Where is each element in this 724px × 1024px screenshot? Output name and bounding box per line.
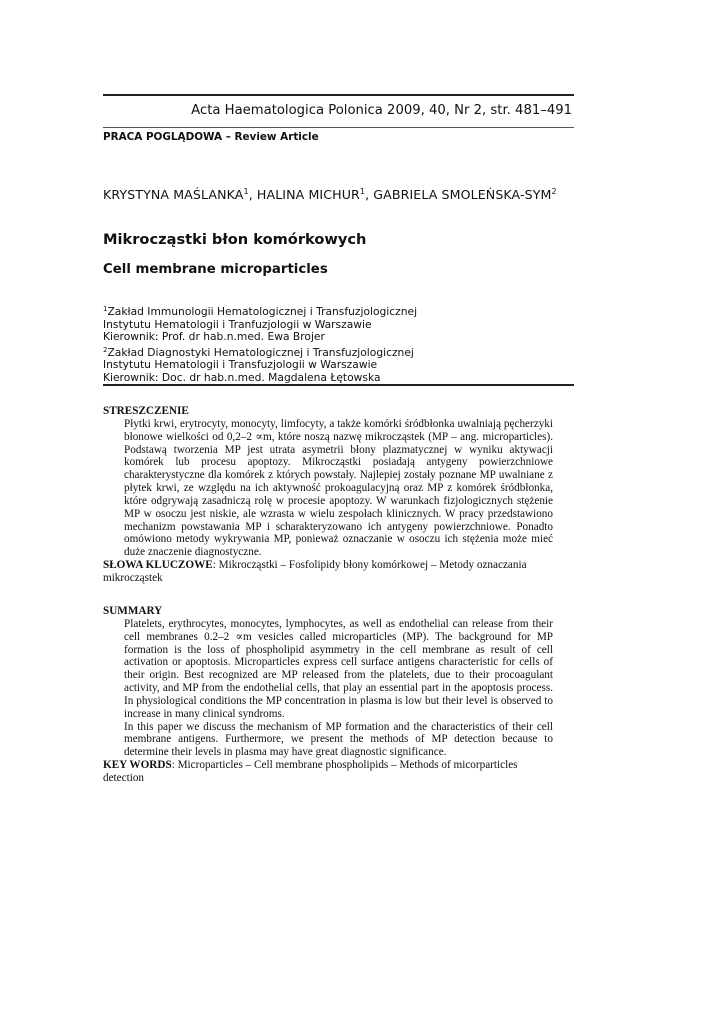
affiliation-mark: 2	[103, 345, 108, 354]
author-name: GABRIELA SMOLEŃSKA-SYM	[373, 187, 552, 202]
abstract-english-heading: SUMMARY	[103, 605, 163, 617]
keywords-polish	[103, 559, 553, 585]
keywords-polish-text: : Mikrocząstki – Fosfolipidy błony komórkowej – Metody oznaczania mikrocząstek	[103, 559, 527, 584]
abstract-polish-heading: STRESZCZENIE	[103, 405, 189, 417]
title-english: Cell membrane microparticles	[103, 262, 328, 277]
affiliation-line: Instytutu Hematologii i Tranfuzjologii w Warszawie	[103, 317, 372, 331]
keywords-english-label: KEY WORDS	[103, 759, 172, 772]
author-affiliation-mark: 1	[359, 187, 366, 196]
top-rule	[103, 94, 574, 96]
author-name: KRYSTYNA MAŚLANKA	[103, 187, 244, 202]
journal-citation: Acta Haematologica Polonica 2009, 40, Nr 2, str. 481–491	[191, 103, 572, 118]
affiliation-line: Kierownik: Doc. dr hab.n.med. Magdalena Łętowska	[103, 370, 381, 384]
affiliation-mark: 1	[103, 305, 108, 313]
affiliations	[103, 303, 417, 385]
affiliation-line: $^1$Zakład Immunologii Hematologicznej i Transfuzjologicznej	[103, 305, 418, 318]
author-separator: ,	[248, 187, 257, 202]
author-affiliation-mark: 1	[243, 187, 249, 196]
author-list	[103, 187, 557, 202]
author-name: HALINA MICHUR	[256, 187, 360, 202]
affiliation-line: Instytutu Hematologii i Transfuzjologii w Warszawie	[103, 358, 378, 372]
title-polish: Mikrocząstki błon komórkowych	[103, 231, 367, 248]
author-affiliation-mark: 2	[551, 187, 557, 196]
author-separator: ,	[365, 187, 374, 202]
affiliation-line: $^2$Zakład Diagnostyki Hematologicznej i Transfuzjologicznej	[103, 345, 414, 359]
abstract-polish	[103, 405, 553, 585]
abstract-polish-text: Płytki krwi, erytrocyty, monocyty, limfocyty, a także komórki śródbłonka uwalniają pęcherzyki błonowe wielkości od 0,2–2 ∝m, które noszą nazwę mikrocząstek (MP – ang. microparticles). Podstawą tworzenia MP jest utrata asymetrii błony plazmatycznej w wyniku aktywacji komórek lub procesu apoptozy. Mikrocząstki posiadają antygeny powierzchniowe charakterystyczne dla komórek z których powstały. Najlepiej zostały poznane MP uwalniane z płytek krwi, ze względu na ich aktywność prokoagulacyjną oraz MP z komórek śródbłonka, które odgrywają zasadniczą rolę w procesie apoptozy. W warunkach fizjologicznych stężenie MP w osoczu jest niskie, ale wzrasta w wielu zespołach klinicznych. W pracy przedstawiono mechanizm powstawania MP i scharakteryzowano ich antygeny powierzchniowe. Ponadto omówiono metody wykrywania MP, ponieważ oznaczanie w osoczu ich stężenia może mieć duże znaczenie diagnostyczne.	[124, 417, 553, 559]
abstract-english	[103, 605, 553, 785]
article-type: PRACA POGLĄDOWA – Review Article	[103, 131, 319, 143]
affiliation-line: Kierownik: Prof. dr hab.n.med. Ewa Brojer	[103, 330, 325, 344]
keywords-english-text: : Microparticles – Cell membrane phospholipids – Methods of micorparticles detection	[103, 759, 518, 784]
keywords-polish-label: SŁOWA KLUCZOWE	[103, 559, 213, 572]
abstract-english-text	[103, 618, 553, 759]
summary-paragraph: Platelets, erythrocytes, monocytes, lymphocytes, as well as endothelial can release from their cell membranes 0.2–2 ∝m vesicles called microparticles (MP). The background for MP formation is the loss of phospholipid asymmetry in the cell membrane as result of cell activation or apoptosis. Microparticles express cell surface antigens characteristic for cells of their origin. Best recognized are MP released from the platelets, due to their procoagulant activity, and MP from the endothelial cells, that play an essential part in the apoptosis process. In physiological conditions the MP concentration in plasma is low but their level is observed to increase in many clinical syndroms.	[124, 617, 553, 720]
summary-paragraph: In this paper we discuss the mechanism of MP formation and the characteristics of their cell membrane antigens. Furthermore, we present the methods of MP detection because to determine their levels in plasma may have great diagnostic significance.	[124, 720, 553, 759]
keywords-english	[103, 759, 553, 785]
journal-underline-rule	[103, 127, 574, 128]
